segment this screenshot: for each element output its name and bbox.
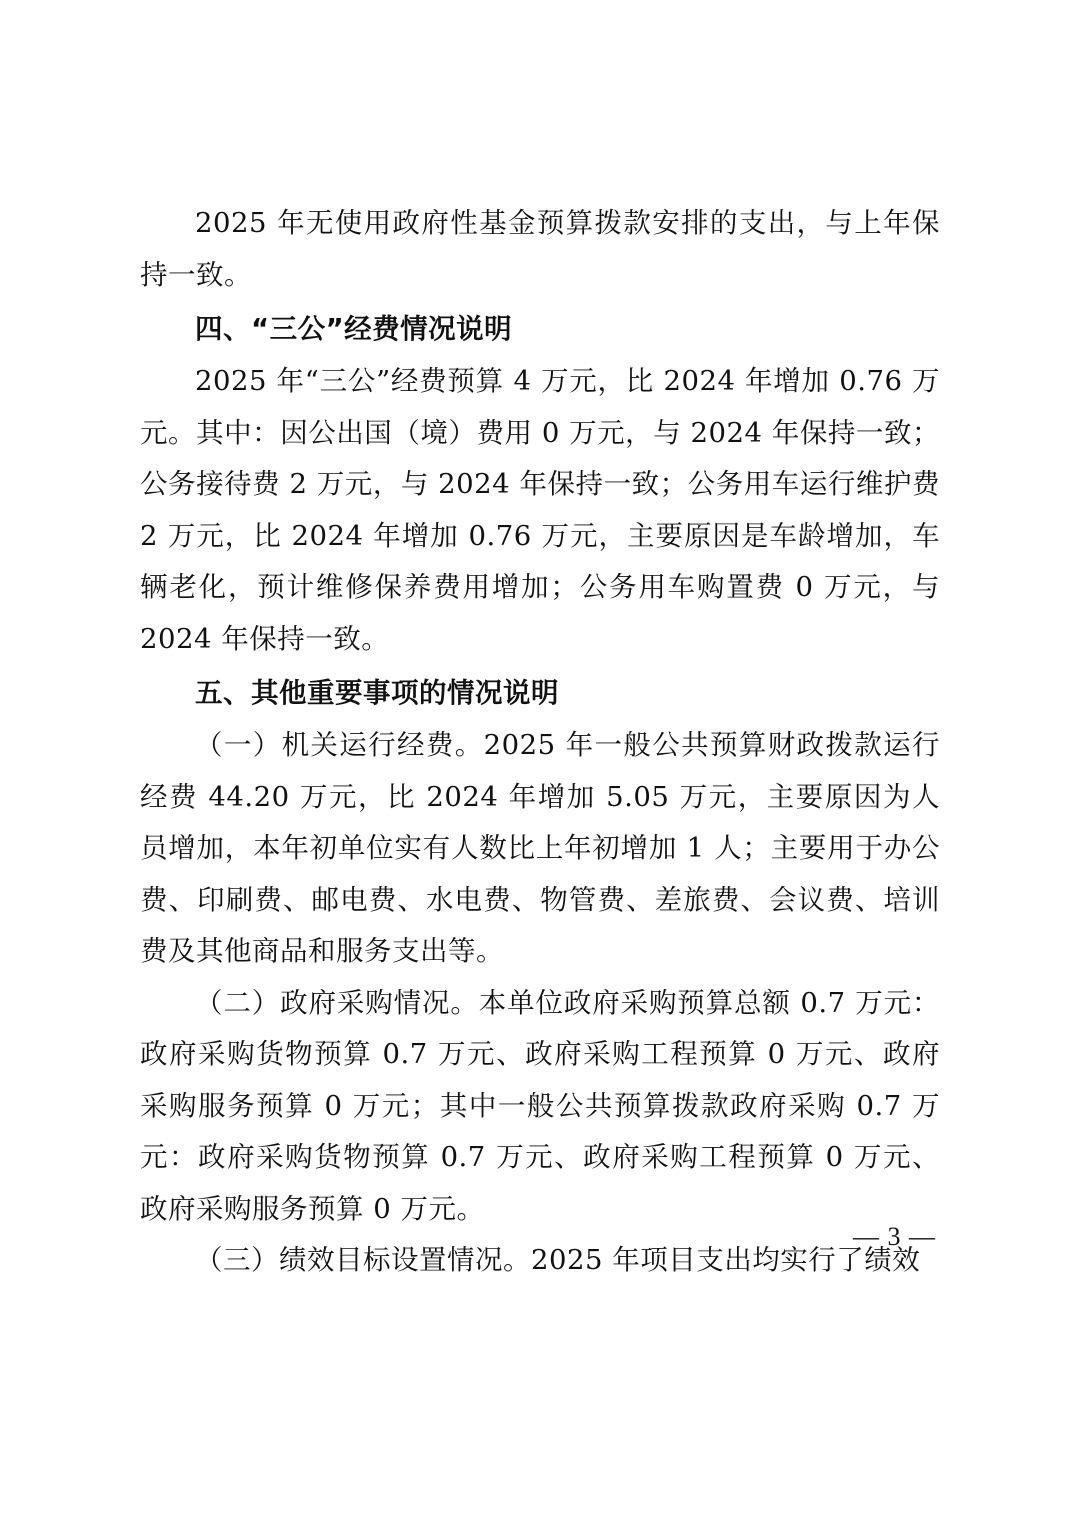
section-heading-other-matters: 五、其他重要事项的情况说明 (195, 677, 559, 709)
paragraph-performance-targets: （三）绩效目标设置情况。2025 年项目支出均实行了绩效 (195, 1244, 921, 1276)
page-number: — 3 — (853, 1222, 936, 1251)
section-heading-three-public-expenses: 四、“三公”经费情况说明 (195, 313, 513, 345)
paragraph-operating-expenses: （一）机关运行经费。2025 年一般公共预算财政拨款运行经费 44.20 万元，比 2024 年增加 5.05 万元，主要原因为人员增加，本年初单位实有人数比上年初增加 1 人；主要用于办公费、印刷费、邮电费、水电费、物管费、差旅费、会议费、培训费及其他商品和服务支出等。 (140, 729, 940, 967)
paragraph-three-public-expenses: 2025 年“三公”经费预算 4 万元，比 2024 年增加 0.76 万元。其中：因公出国（境）费用 0 万元，与 2024 年保持一致；公务接待费 2 万元，与 2024 年保持一致；公务用车运行维护费 2 万元，比 2024 年增加 0.76 万元，主要原因是车龄增加，车辆老化，预计维修保养费用增加；公务用车购置费 0 万元，与 2024 年保持一致。 (140, 365, 940, 655)
paragraph-government-fund: 2025 年无使用政府性基金预算拨款安排的支出，与上年保持一致。 (140, 207, 940, 291)
document-body (140, 198, 940, 1287)
paragraph-government-procurement: （二）政府采购情况。本单位政府采购预算总额 0.7 万元：政府采购货物预算 0.7 万元、政府采购工程预算 0 万元、政府采购服务预算 0 万元；其中一般公共预算拨款政府采购 0.7 万元：政府采购货物预算 0.7 万元、政府采购工程预算 0 万元、政府采购服务预算 0 万元。 (140, 986, 940, 1225)
